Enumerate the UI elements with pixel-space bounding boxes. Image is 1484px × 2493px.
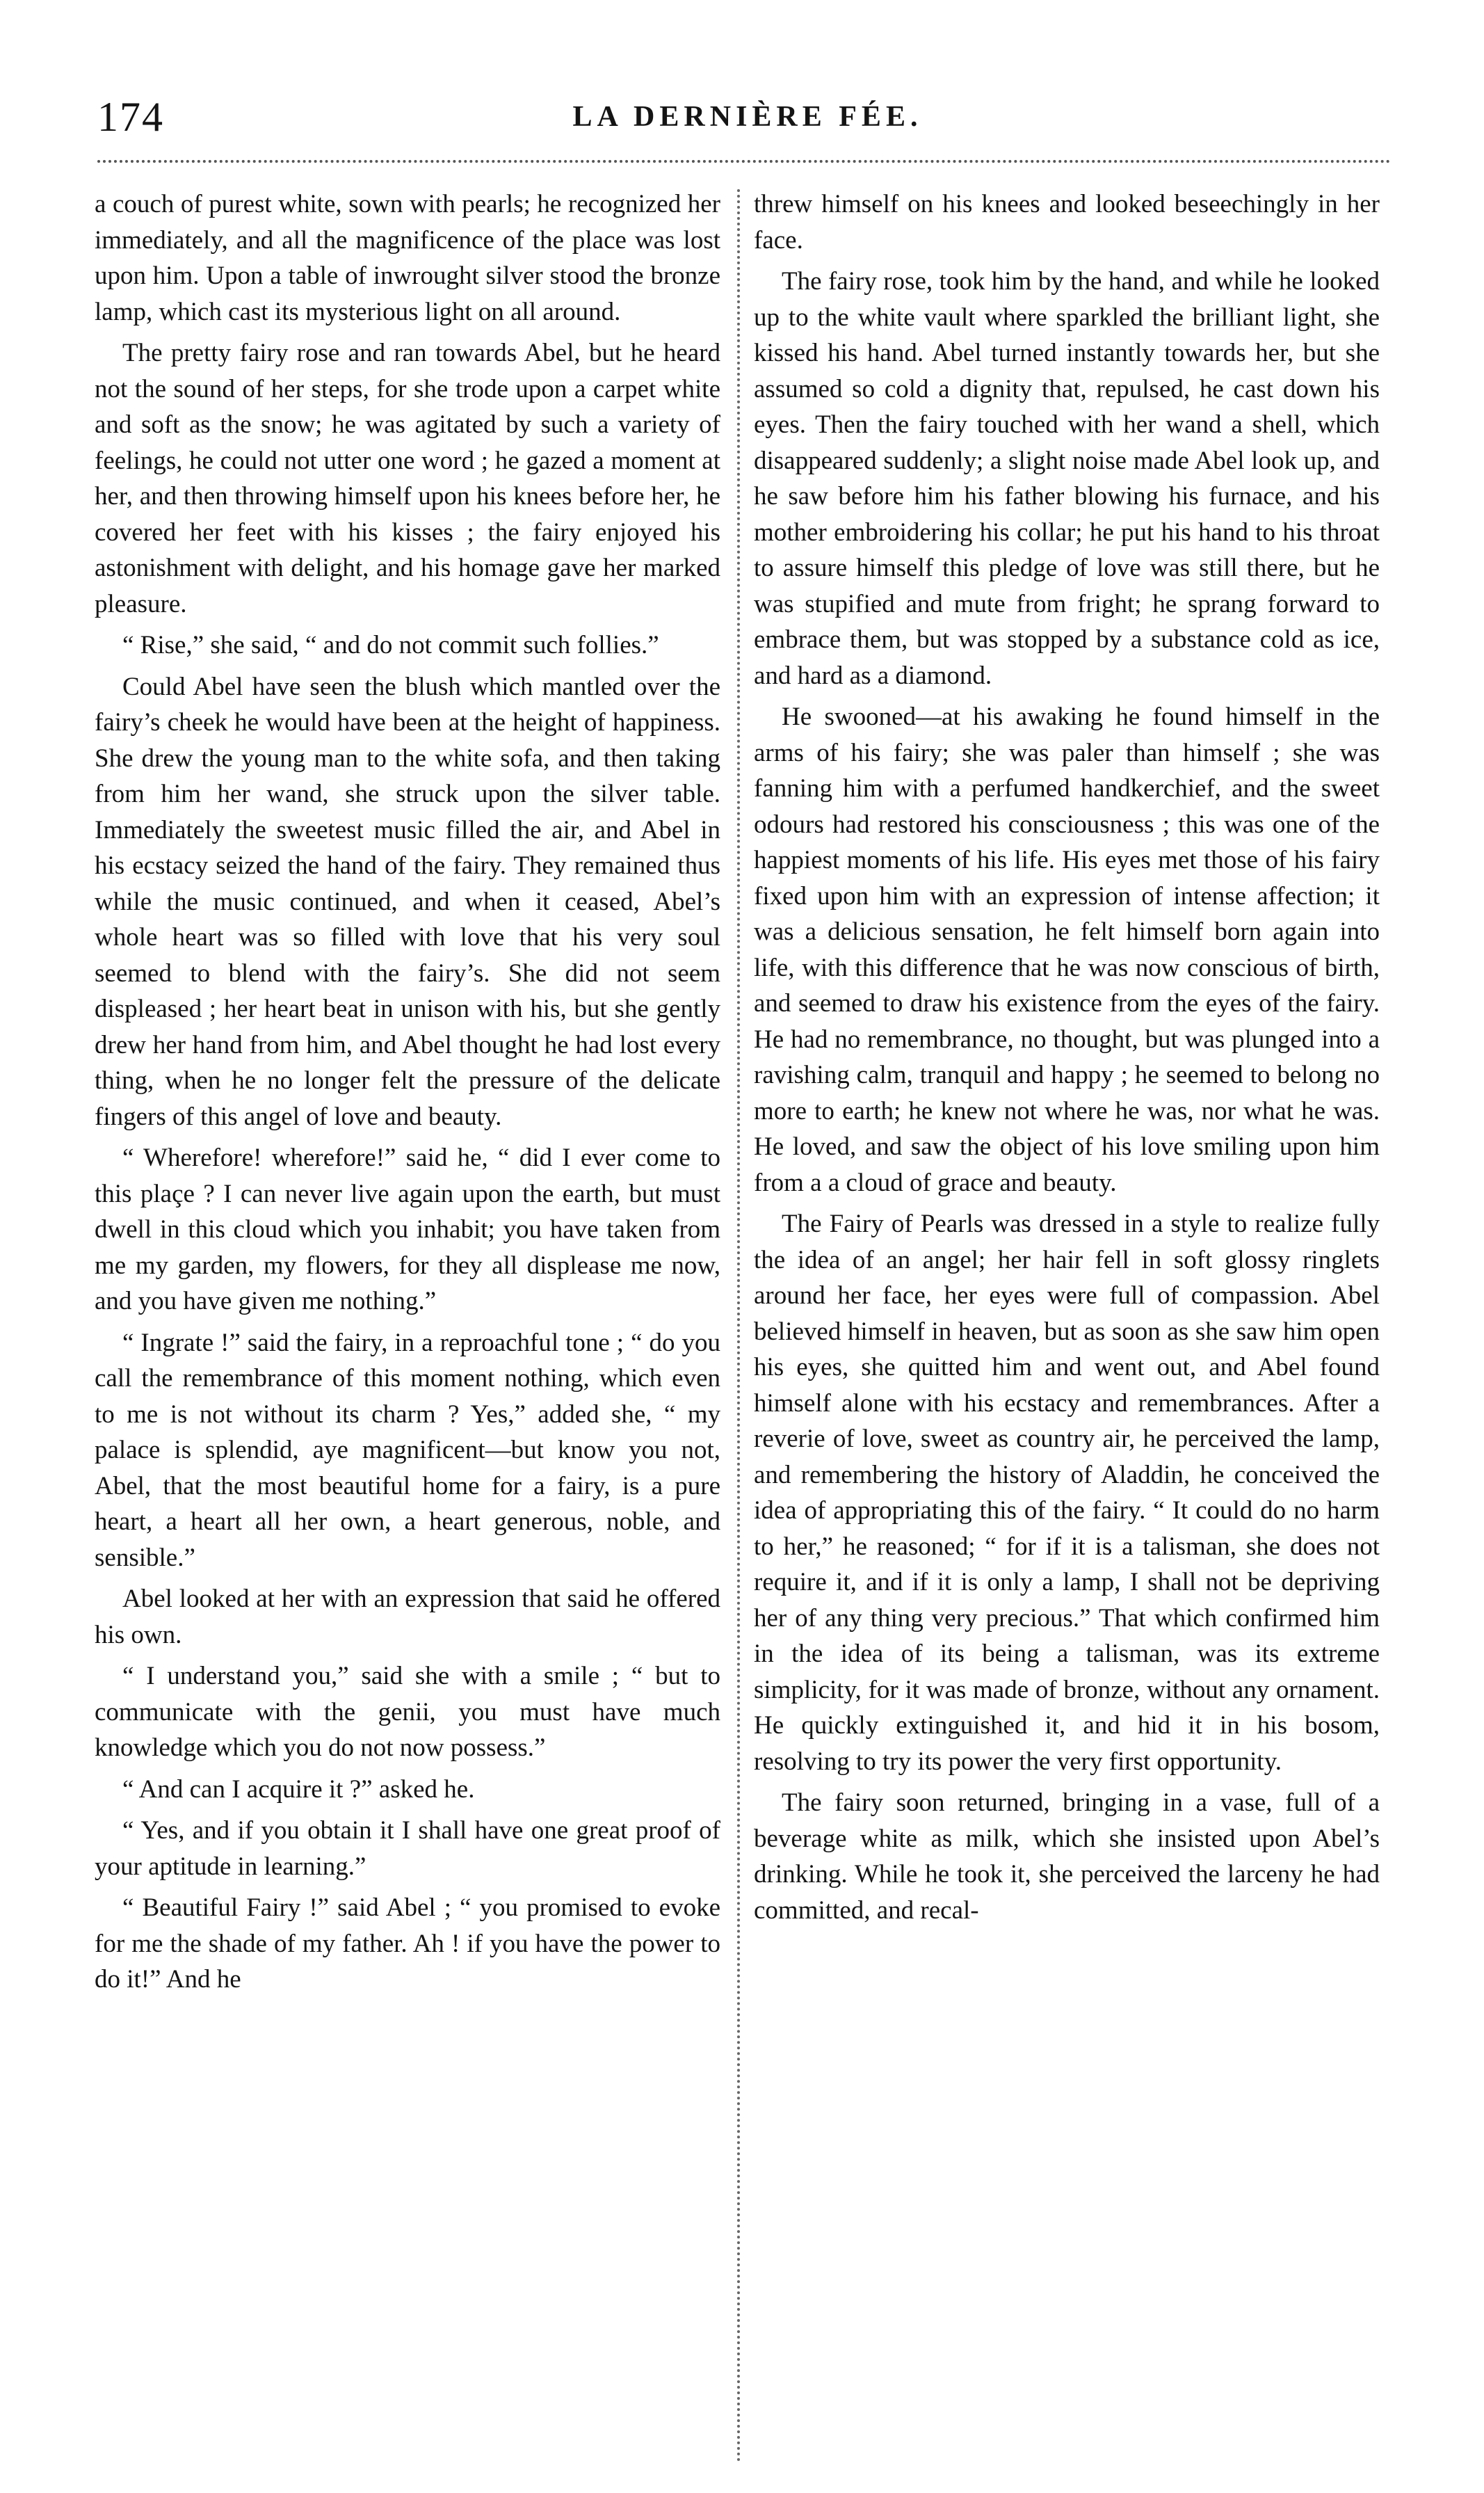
paragraph: “ I understand you,” said she with a smile ; “ but to communicate with the genii, you must have much knowledge which you do not now possess.” (95, 1662, 720, 1762)
text-column-left (95, 186, 720, 2003)
column-divider (737, 189, 740, 2464)
paragraph: a couch of purest white, sown with pearls; he recognized her immediately, and all the magnificence of the place was lost upon him. Upon a table of inwrought silver stood the bronze lamp, which cast its mysterious light on all around. (95, 190, 720, 326)
paragraph: The pretty fairy rose and ran towards Abel, but he heard not the sound of her steps, for she trode upon a carpet white and soft as the snow; he was agitated by such a variety of feelings, he could not utter one word ; he gazed a moment at her, and then throwing himself upon his knees before her, he covered her feet with his kisses ; the fairy enjoyed his astonishment with delight, and his homage gave her marked pleasure. (95, 339, 720, 618)
paragraph: “ Beautiful Fairy !” said Abel ; “ you promised to evoke for me the shade of my father. Ah ! if you have the power to do it!” And he (95, 1893, 720, 1994)
paragraph: “ Wherefore! wherefore!” said he, “ did I ever come to this plaçe ? I can never live again upon the earth, but must dwell in this cloud which you inhabit; you have taken from me my garden, my flowers, for they all displease me now, and you have given me nothing.” (95, 1144, 720, 1315)
paragraph: He swooned—at his awaking he found himself in the arms of his fairy; she was paler than himself ; she was fanning him with a perfumed handkerchief, and the sweet odours had restored his consciousness ; this was one of the happiest moments of his life. His eyes met those of his fairy fixed upon him with an expression of intense affection; it was a delicious sensation, he felt himself born again into life, with this difference that he was now conscious of birth, and seemed to draw his existence from the eyes of the fairy. He had no remembrance, no thought, but was plunged into a ravishing calm, tranquil and happy ; he seemed to belong no more to earth; he knew not where he was, nor what he was. He loved, and saw the object of his love smiling upon him from a a cloud of grace and beauty. (754, 703, 1380, 1197)
paragraph: Abel looked at her with an expression that said he offered his own. (95, 1585, 720, 1649)
paragraph: “ Yes, and if you obtain it I shall have one great proof of your aptitude in learning.” (95, 1816, 720, 1881)
paragraph: Could Abel have seen the blush which mantled over the fairy’s cheek he would have been at the height of happiness. She drew the young man to the white sofa, and then taking from him her wand, she struck upon the silver table. Immediately the sweetest music filled the air, and Abel in his ecstacy seized the hand of the fairy. They remained thus while the music continued, and when it ceased, Abel’s whole heart was so filled with love that his very soul seemed to blend with the fairy’s. She did not seem displeased ; her heart beat in unison with his, but she gently drew her hand from him, and Abel thought he had lost every thing, when he no longer felt the pressure of the delicate fingers of this angel of love and beauty. (95, 672, 720, 1131)
page-header (97, 89, 1398, 145)
paragraph: The Fairy of Pearls was dressed in a style to realize fully the idea of an angel; her hair fell in soft glossy ringlets around her face, her eyes were full of compassion. Abel believed himself in heaven, but as soon as she saw him open his eyes, she quitted him and went out, and Abel found himself alone with his ecstacy and remembrances. After a reverie of love, sweet as country air, he perceived the lamp, and remembering the history of Aladdin, he conceived the idea of appropriating this of the fairy. “ It could do no harm to her,” he reasoned; “ for if it is a talisman, she does not require it, and if it is only a lamp, I shall not be depriving her of any thing very precious.” That which confirmed him in the idea of its being a talisman, was its extreme simplicity, for it was made of bronze, without any ornament. He quickly extinguished it, and hid it in his bosom, resolving to try its power the very first opportunity. (754, 1210, 1380, 1776)
page-number: 174 (97, 94, 164, 140)
paragraph: The fairy soon returned, bringing in a vase, full of a beverage white as milk, which she insisted upon Abel’s drinking. While he took it, she perceived the larceny he had committed, and recal- (754, 1788, 1380, 1925)
header-rule (97, 160, 1391, 163)
paragraph: threw himself on his knees and looked beseechingly in her face. (754, 190, 1380, 255)
text-column-right (754, 186, 1380, 1934)
paragraph: “ Ingrate !” said the fairy, in a reproachful tone ; “ do you call the remembrance of this moment nothing, which even to me is not without its charm ? Yes,” added she, “ my palace is splendid, aye magnificent—but know you not, Abel, that the most beautiful home for a fairy, is a pure heart, a heart all her own, a heart generous, noble, and sensible.” (95, 1328, 720, 1572)
paragraph: The fairy rose, took him by the hand, and while he looked up to the white vault where sparkled the brilliant light, she kissed his hand. Abel turned instantly towards her, but she assumed so cold a dignity that, repulsed, he cast down his eyes. Then the fairy touched with her wand a shell, which disappeared suddenly; a slight noise made Abel look up, and he saw before him his father blowing his furnace, and his mother embroidering his collar; he put his hand to his throat to assure himself this pledge of love was still there, but he was stupified and mute from fright; he sprang forward to embrace them, but was stopped by a substance cold as ice, and hard as a diamond. (754, 267, 1380, 690)
paragraph: “ And can I acquire it ?” asked he. (122, 1774, 475, 1804)
running-title: LA DERNIÈRE FÉE. (572, 101, 923, 133)
paragraph: “ Rise,” she said, “ and do not commit such follies.” (122, 631, 659, 659)
